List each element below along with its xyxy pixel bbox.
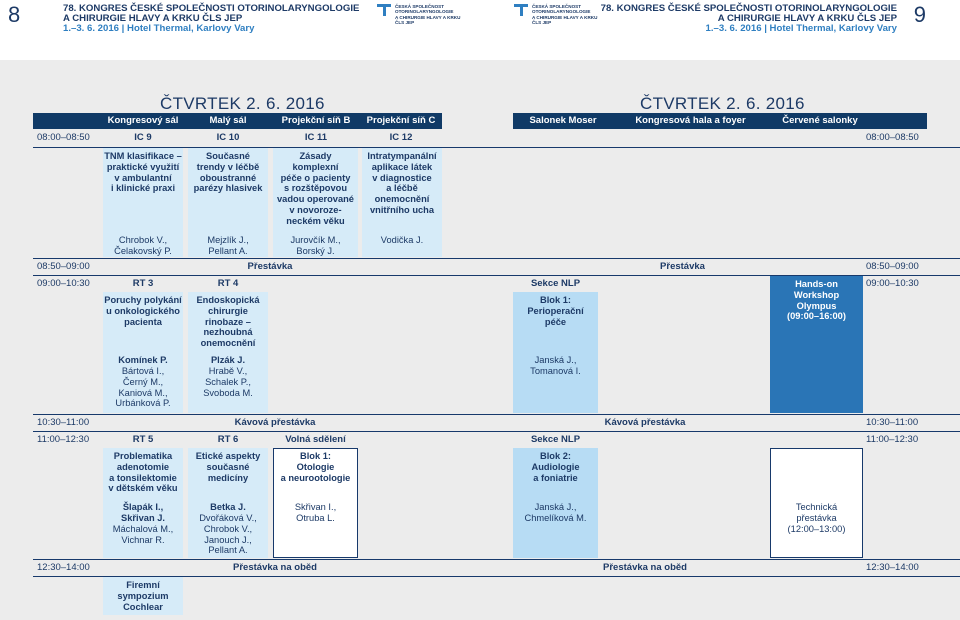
sponsor-symposium: Firemní sympozium Cochlear	[117, 580, 169, 612]
divider	[33, 559, 960, 560]
ic-label: IC 9	[134, 132, 152, 143]
session-speakers: Janská J., Chmelíková M.	[524, 502, 587, 523]
session-chair: Šlapák I., Skřivan J.	[121, 502, 165, 523]
session-title: Problematika adenotomie a tonsilektomie v dětském věku	[108, 451, 178, 494]
time-slot: 10:30–11:00	[866, 417, 919, 428]
nlp-section-label: Sekce NLP	[530, 278, 581, 289]
time-slot: 10:30–11:00	[37, 417, 90, 428]
break-label: Přestávka	[247, 261, 293, 272]
session-title: Etické aspekty současné medicíny	[195, 451, 261, 483]
time-slot: 08:50–09:00	[37, 261, 90, 272]
lunch-break-label: Přestávka na oběd	[603, 562, 687, 573]
session-speakers: Hrabě V., Schalek P., Svoboda M.	[203, 366, 253, 398]
session-chair: Plzák J.	[210, 355, 246, 365]
session-title: Zásady komplexní péče o pacienty s rozštěpovou vadou operované v novoroze- neckém věku	[277, 151, 354, 226]
rt-label: RT 6	[217, 434, 239, 445]
session-speakers: Chrobok V., Čelakovský P.	[114, 235, 172, 256]
conference-venue: 1.–3. 6. 2016 | Hotel Thermal, Karlovy Vary	[705, 23, 897, 34]
ic-label: IC 12	[389, 132, 413, 143]
ic-label: IC 11	[304, 132, 328, 143]
session-speakers: Bártová I., Černý M., Kaniová M., Urbánková P.	[115, 366, 171, 409]
hands-on-workshop: Hands-on Workshop Olympus (09:00–16:00)	[787, 279, 846, 322]
session-speakers: Jurovčík M., Borský J.	[290, 235, 341, 256]
divider	[33, 258, 960, 259]
divider	[33, 414, 960, 415]
rt-label: RT 3	[132, 278, 154, 289]
room-maly-sal: Malý sál	[188, 113, 268, 129]
technical-break-label: Technická přestávka (12:00–13:00)	[787, 502, 846, 534]
conference-subtitle: A CHIRURGIE HLAVY A KRKU ČLS JEP	[63, 13, 243, 24]
day-title-left: ČTVRTEK 2. 6. 2016	[160, 94, 325, 113]
page-number-left: 8	[8, 2, 21, 27]
room-projekcni-sin-c: Projekční síň C	[360, 113, 442, 129]
time-slot: 08:00–08:50	[37, 132, 90, 143]
society-logo-right	[514, 4, 597, 26]
room-salonek-moser: Salonek Moser	[513, 113, 613, 129]
rt-label: RT 5	[132, 434, 154, 445]
room-kongresovy-sal: Kongresový sál	[103, 113, 183, 129]
society-logo-icon	[377, 4, 391, 16]
time-slot: 08:00–08:50	[866, 132, 919, 143]
logo-text: ČESKÁ SPOLEČNOST OTORINOLARYNGOLOGIE A CHIRURGIE HLAVY A KRKU ČLS JEP	[395, 4, 461, 26]
session-chair: Betka J.	[210, 502, 246, 512]
ic-label: IC 10	[216, 132, 240, 143]
conference-title: 78. KONGRES ČESKÉ SPOLEČNOSTI OTORINOLARYNGOLOGIE	[600, 3, 897, 14]
session-chair: Komínek P.	[118, 355, 168, 365]
session-title: Intratympanální aplikace látek v diagnostice a léčbě onemocnění vnitřního ucha	[367, 151, 437, 215]
society-logo-icon	[514, 4, 528, 16]
session-title: Blok 1: Perioperační péče	[527, 295, 584, 327]
rt-label: RT 4	[217, 278, 239, 289]
coffee-break-label: Kávová přestávka	[234, 417, 316, 428]
session-speakers: Skřivan I., Otruba L.	[294, 502, 337, 523]
room-cervene-salonky: Červené salonky	[770, 113, 870, 129]
nlp-section-label: Sekce NLP	[530, 434, 581, 445]
time-slot: 12:30–14:00	[37, 562, 90, 573]
session-title: Endoskopická chirurgie rinobaze – nezhoubná onemocnění	[196, 295, 260, 349]
society-logo-left	[377, 4, 460, 26]
room-projekcni-sin-b: Projekční síň B	[272, 113, 360, 129]
session-title: Poruchy polykání u onkologického pacienta	[104, 295, 182, 327]
conference-subtitle: A CHIRURGIE HLAVY A KRKU ČLS JEP	[717, 13, 897, 24]
lunch-break-label: Přestávka na oběd	[233, 562, 317, 573]
session-title: Blok 1: Otologie a neurootologie	[280, 451, 351, 483]
conference-header-right	[601, 4, 897, 34]
session-speakers: Máchalová M., Vichnar R.	[112, 524, 174, 545]
time-slot: 09:00–10:30	[37, 278, 90, 289]
session-speakers: Dvořáková V., Chrobok V., Janouch J., Pellant A.	[199, 513, 257, 556]
page-number-right: 9	[913, 2, 926, 27]
session-speakers: Vodička J.	[380, 235, 424, 245]
day-title-right: ČTVRTEK 2. 6. 2016	[640, 94, 805, 113]
session-speakers: Janská J., Tomanová I.	[530, 355, 581, 376]
coffee-break-label: Kávová přestávka	[604, 417, 686, 428]
time-slot: 11:00–12:30	[37, 434, 90, 445]
free-papers-label: Volná sdělení	[285, 434, 346, 445]
conference-title: 78. KONGRES ČESKÉ SPOLEČNOSTI OTORINOLARYNGOLOGIE	[63, 3, 360, 14]
conference-header-left	[63, 4, 359, 34]
conference-venue: 1.–3. 6. 2016 | Hotel Thermal, Karlovy Vary	[63, 23, 255, 34]
session-speakers: Mejzlík J., Pellant A.	[207, 235, 249, 256]
session-title: Blok 2: Audiologie a foniatrie	[531, 451, 580, 483]
logo-text: ČESKÁ SPOLEČNOST OTORINOLARYNGOLOGIE A CHIRURGIE HLAVY A KRKU ČLS JEP	[532, 4, 598, 26]
time-slot: 11:00–12:30	[866, 434, 919, 445]
room-kongresova-hala: Kongresová hala a foyer	[618, 113, 763, 129]
session-title: Současné trendy v léčbě oboustranné parézy hlasivek	[193, 151, 263, 194]
time-slot: 09:00–10:30	[866, 278, 919, 289]
time-slot: 12:30–14:00	[866, 562, 919, 573]
break-label: Přestávka	[660, 261, 705, 272]
time-slot: 08:50–09:00	[866, 261, 919, 272]
session-title: TNM klasifikace – praktické využití v ambulantní i klinické praxi	[104, 151, 182, 194]
